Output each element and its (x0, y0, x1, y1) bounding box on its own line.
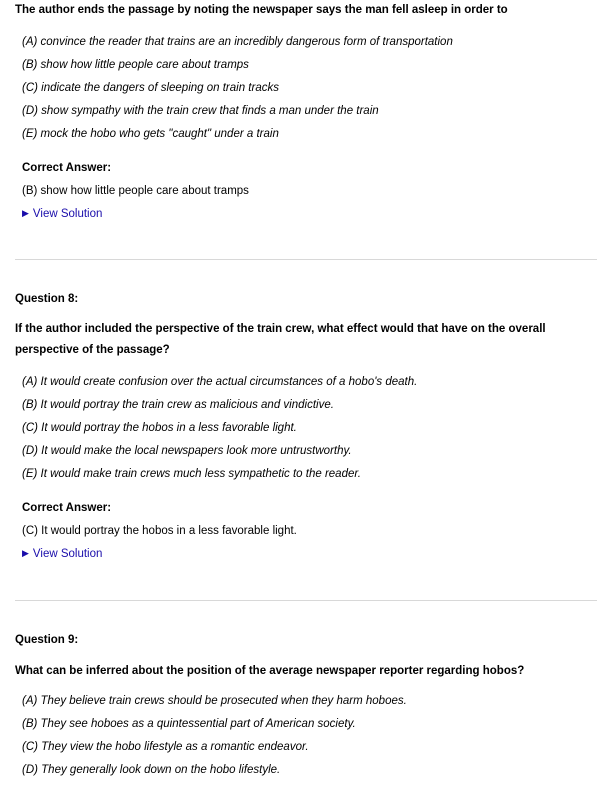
question-7-options (15, 33, 599, 148)
question-7-answer (15, 159, 599, 228)
option-b[interactable]: (B) It would portray the train crew as malicious and vindictive. (22, 399, 334, 411)
option-c[interactable]: (C) It would portray the hobos in a less favorable light. (22, 422, 297, 434)
question-8-heading: Question 8: (15, 293, 79, 305)
option-a[interactable]: (A) convince the reader that trains are an incredibly dangerous form of transportation (22, 36, 453, 48)
question-8 (15, 290, 599, 308)
option-c[interactable]: (C) They view the hobo lifestyle as a romantic endeavor. (22, 741, 309, 753)
question-8-options (15, 373, 599, 488)
question-8-answer (15, 499, 599, 568)
option-a[interactable]: (A) It would create confusion over the actual circumstances of a hobo's death. (22, 376, 418, 388)
question-9-prompt (15, 661, 599, 682)
view-solution-toggle[interactable] (15, 545, 599, 568)
correct-answer-text: (B) show how little people care about tramps (22, 185, 249, 197)
divider (15, 600, 597, 601)
view-solution-label: View Solution (32, 208, 103, 220)
option-d[interactable]: (D) show sympathy with the train crew that finds a man under the train (22, 105, 379, 117)
triangle-right-icon: ▶ (22, 548, 29, 558)
question-9-text: What can be inferred about the position of the average newspaper reporter regarding hobos? (15, 665, 525, 677)
option-e[interactable]: (E) It would make train crews much less sympathetic to the reader. (22, 468, 361, 480)
question-8-text: If the author included the perspective of the train crew, what effect would that have on the overall perspective of the passage? (15, 323, 546, 356)
divider (15, 259, 597, 260)
option-c[interactable]: (C) indicate the dangers of sleeping on train tracks (22, 82, 279, 94)
option-d[interactable]: (D) They generally look down on the hobo lifestyle. (22, 764, 281, 776)
option-b[interactable]: (B) show how little people care about tramps (22, 59, 249, 71)
view-solution-toggle[interactable] (15, 205, 599, 228)
correct-answer-label: Correct Answer: (22, 502, 112, 514)
question-9 (15, 631, 599, 649)
view-solution-label: View Solution (32, 548, 103, 560)
option-d[interactable]: (D) It would make the local newspapers look more untrustworthy. (22, 445, 352, 457)
correct-answer-text: (C) It would portray the hobos in a less favorable light. (22, 525, 297, 537)
question-7-text: The author ends the passage by noting the newspaper says the man fell asleep in order to (15, 4, 508, 16)
correct-answer-label: Correct Answer: (22, 162, 112, 174)
question-8-prompt (15, 319, 599, 361)
option-e[interactable]: (E) mock the hobo who gets "caught" under a train (22, 128, 279, 140)
question-7 (15, 0, 599, 21)
option-b[interactable]: (B) They see hoboes as a quintessential part of American society. (22, 718, 356, 730)
question-9-heading: Question 9: (15, 634, 79, 646)
triangle-right-icon: ▶ (22, 208, 29, 218)
question-9-options (15, 692, 599, 784)
option-a[interactable]: (A) They believe train crews should be prosecuted when they harm hoboes. (22, 695, 407, 707)
